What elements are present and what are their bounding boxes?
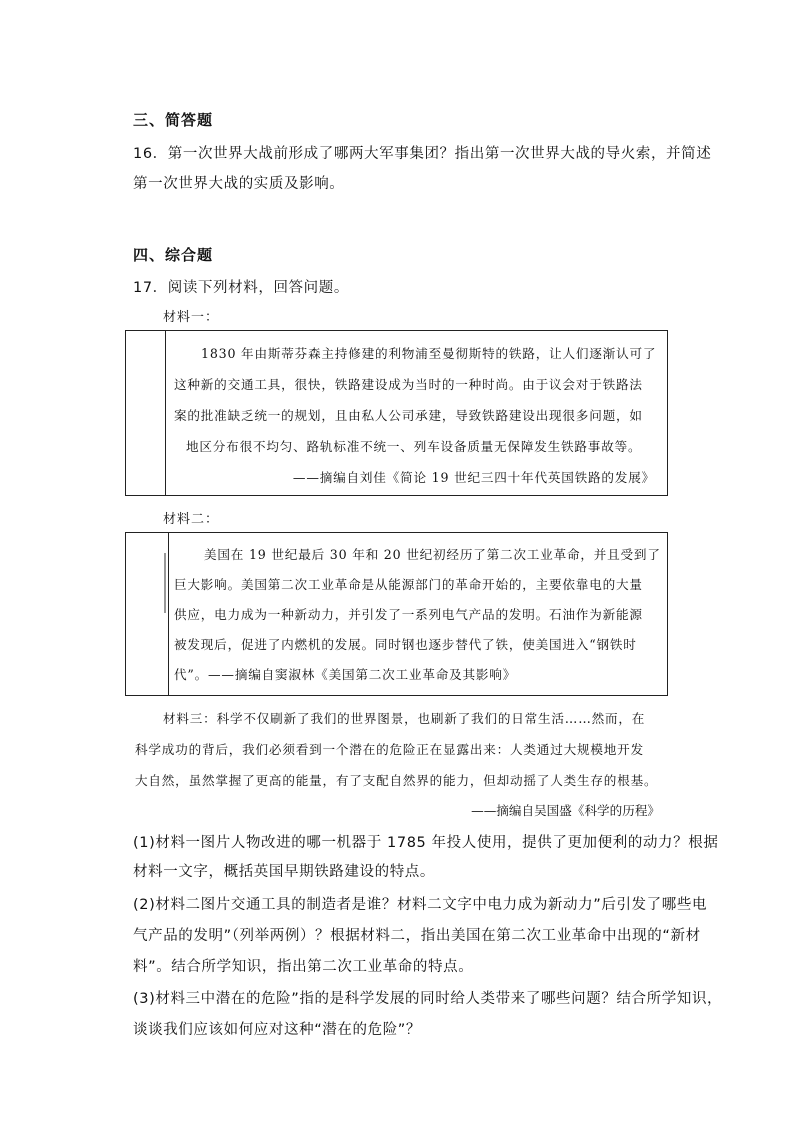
question-16-line-1: 16．第一次世界大战前形成了哪两大军事集团？指出第一次世界大战的导火索，并简述 xyxy=(133,146,712,162)
material-1-image-column xyxy=(126,331,166,495)
material-1-line-1: 1830 年由斯蒂芬森主持修建的利物浦至曼彻斯特的铁路，让人们逐渐认可了 xyxy=(201,346,657,361)
material-1-source: ——摘编自刘佳《简论 19 世纪三四十年代英国铁路的发展》 xyxy=(292,470,655,485)
material-1-line-2: 这种新的交通工具，很快，铁路建设成为当时的一种时尚。由于议会对于铁路法 xyxy=(174,377,643,392)
material-3-line-3: 大自然，虽然掌握了更高的能量，有了支配自然界的能力，但却动摇了人类生存的根基。 xyxy=(135,773,658,788)
material-2-box xyxy=(125,532,668,696)
sub-question-2-line-1: (2)材料二图片交通工具的制造者是谁？材料二文字中电力成为新动力”后引发了哪些电 xyxy=(133,897,708,913)
material-1-box xyxy=(125,330,668,496)
material-1-line-3: 案的批准缺乏统一的规划，且由私人公司承建，导致铁路建设出现很多问题，如 xyxy=(174,408,643,423)
material-2-line-4: 被发现后，促进了内燃机的发展。同时钢也逐步替代了铁，使美国进入“钢铁时 xyxy=(174,637,637,652)
sub-question-3-line-1: (3)材料三中潜在的危险”指的是科学发展的同时给人类带来了哪些问题？结合所学知识， xyxy=(133,991,723,1007)
material-3-source: ——摘编自吴国盛《科学的历程》 xyxy=(471,803,660,818)
material-2-line-5: 代”。——摘编自窦淑林《美国第二次工业革命及其影响》 xyxy=(174,667,517,682)
section-title-short-answer: 三、简答题 xyxy=(133,111,214,129)
material-2-line-2: 巨大影响。美国第二次工业革命是从能源部门的革命开始的，主要依靠电的大量 xyxy=(174,577,643,592)
material-1-label: 材料一： xyxy=(163,310,220,325)
material-3-line-2: 科学成功的背后，我们必须看到一个潜在的危险正在显露出来：人类通过大规模地开发 xyxy=(135,742,644,757)
material-3-line-1: 材料三：科学不仅刷新了我们的世界图景，也刷新了我们的日常生活……然而，在 xyxy=(163,711,646,726)
image-edge-mark xyxy=(164,553,166,613)
section-title-comprehensive: 四、综合题 xyxy=(133,246,214,264)
sub-question-2-line-2: 气产品的发明”（列举两例）？根据材料二，指出美国在第二次工业革命中出现的“新材 xyxy=(133,928,701,944)
material-2-line-3: 供应，电力成为一种新动力，并引发了一系列电气产品的发明。石油作为新能源 xyxy=(174,607,643,622)
material-1-line-4: 地区分布很不均匀、路轨标准不统一、列车设备质量无保障发生铁路事故等。 xyxy=(186,439,642,454)
question-17-intro: 17．阅读下列材料，回答问题。 xyxy=(133,280,349,296)
sub-question-2-line-3: 料”。结合所学知识，指出第二次工业革命的特点。 xyxy=(133,959,474,975)
sub-question-1-line-1: (1)材料一图片人物改进的哪一机器于 1785 年投人使用，提供了更加便利的动力？根据 xyxy=(133,835,719,851)
sub-question-1-line-2: 材料一文字，概括英国早期铁路建设的特点。 xyxy=(133,864,435,880)
material-2-image-column xyxy=(126,533,169,695)
sub-question-3-line-2: 谈谈我们应该如何应对这种“潜在的危险”？ xyxy=(133,1022,422,1038)
question-16-line-2: 第一次世界大战的实质及影响。 xyxy=(133,176,345,192)
material-2-line-1: 美国在 19 世纪最后 30 年和 20 世纪初经历了第二次工业革命，并且受到了 xyxy=(204,547,661,562)
material-2-label: 材料二： xyxy=(163,512,220,527)
